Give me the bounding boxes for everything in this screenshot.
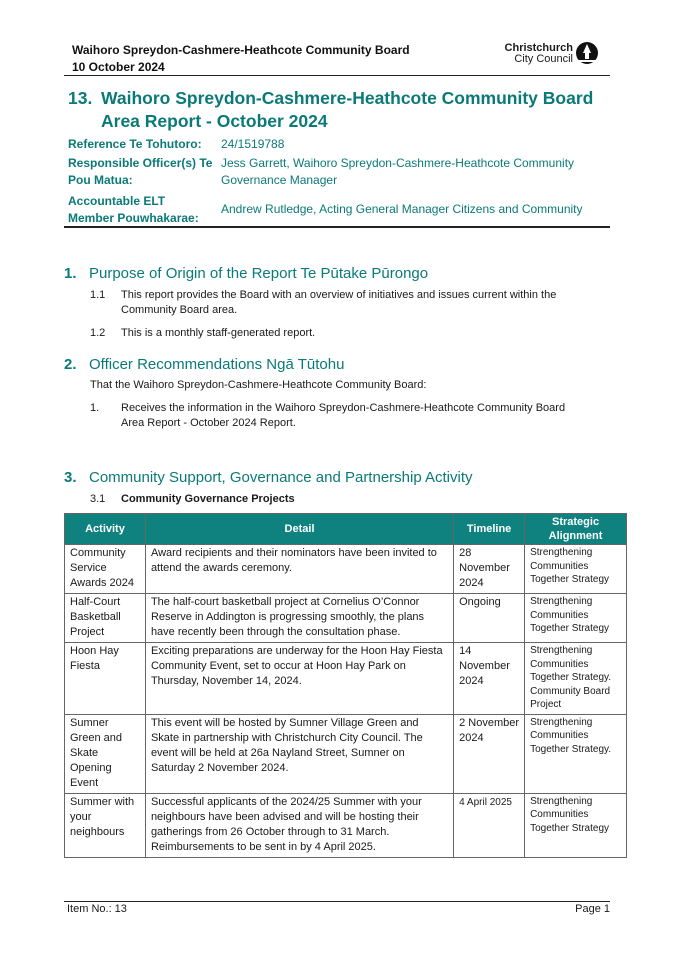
cell-detail: Successful applicants of the 2024/25 Summer with your neighbours have been advised and will be hosting their gatherings from 26 October through to 31 March. Reimbursements to be sent in by 4 April 2025. bbox=[145, 793, 453, 857]
table-header-row bbox=[65, 514, 627, 545]
cell-detail: This event will be hosted by Sumner Village Green and Skate in partnership with Christchurch City Council. The event will be held at 26a Nayland Street, Sumner on Saturday 2 November 2024. bbox=[145, 714, 453, 793]
cell-activity: Summer with your neighbours bbox=[65, 793, 146, 857]
table-row bbox=[65, 545, 627, 594]
cell-alignment: Strengthening Communities Together Strategy bbox=[525, 793, 627, 857]
table-row bbox=[65, 714, 627, 793]
footer-page-number: Page 1 bbox=[575, 903, 610, 915]
table-row bbox=[65, 793, 627, 857]
governance-projects-table bbox=[64, 513, 627, 858]
report-title-line2: Area Report - October 2024 bbox=[101, 111, 328, 131]
logo-line1: Christchurch bbox=[504, 42, 573, 54]
report-title-line1: Waihoro Spreydon-Cashmere-Heathcote Community Board bbox=[101, 88, 594, 108]
cell-alignment: Strengthening Communities Together Strategy bbox=[525, 594, 627, 643]
section1-item2-num: 1.2 bbox=[90, 327, 106, 339]
section1-number: 1. bbox=[64, 265, 77, 282]
reference-value: 24/1519788 bbox=[221, 137, 285, 151]
elt-label-line2: Member Pouwhakarae: bbox=[68, 211, 199, 225]
officer-value-line1: Jess Garrett, Waihoro Spreydon-Cashmere-Heathcote Community bbox=[221, 156, 575, 170]
cell-activity: Hoon Hay Fiesta bbox=[65, 643, 146, 715]
cell-timeline: Ongoing bbox=[454, 594, 525, 643]
header-date: 10 October 2024 bbox=[72, 60, 165, 74]
cell-detail: Award recipients and their nominators have been invited to attend the awards ceremony. bbox=[145, 545, 453, 594]
elt-label-line1: Accountable ELT bbox=[68, 194, 166, 208]
recommendation-line2: Area Report - October 2024 Report. bbox=[121, 417, 296, 429]
header-divider bbox=[64, 75, 610, 76]
header-timeline: Timeline bbox=[454, 514, 525, 545]
table-row bbox=[65, 594, 627, 643]
section3-number: 3. bbox=[64, 469, 77, 486]
header-board-name: Waihoro Spreydon-Cashmere-Heathcote Community Board bbox=[72, 43, 410, 57]
section2-number: 2. bbox=[64, 356, 77, 373]
officer-label-line1: Responsible Officer(s) Te bbox=[68, 156, 213, 170]
cell-activity: Community Service Awards 2024 bbox=[65, 545, 146, 594]
cathedral-logo-icon bbox=[575, 41, 599, 65]
footer-item-number: Item No.: 13 bbox=[67, 903, 127, 915]
section1-item1-line2: Community Board area. bbox=[121, 304, 238, 316]
section3-sub-heading: Community Governance Projects bbox=[121, 493, 295, 505]
cell-alignment: Strengthening Communities Together Strategy. Community Board Project bbox=[525, 643, 627, 715]
cell-timeline: 28 November 2024 bbox=[454, 545, 525, 594]
logo-line2: City Council bbox=[514, 53, 573, 65]
cell-timeline: 14 November 2024 bbox=[454, 643, 525, 715]
officer-value-line2: Governance Manager bbox=[221, 173, 338, 187]
header-detail: Detail bbox=[145, 514, 453, 545]
cell-timeline: 4 April 2025 bbox=[454, 793, 525, 857]
cell-alignment: Strengthening Communities Together Strategy bbox=[525, 545, 627, 594]
recommendation-number: 1. bbox=[90, 402, 100, 414]
section1-item1-num: 1.1 bbox=[90, 289, 106, 301]
recommendation-intro: That the Waihoro Spreydon-Cashmere-Heathcote Community Board: bbox=[90, 379, 427, 391]
section3-sub-number: 3.1 bbox=[90, 493, 106, 505]
cell-timeline: 2 November 2024 bbox=[454, 714, 525, 793]
recommendation-line1: Receives the information in the Waihoro Spreydon-Cashmere-Heathcote Community Board bbox=[121, 402, 566, 414]
cell-activity: Sumner Green and Skate Opening Event bbox=[65, 714, 146, 793]
elt-value: Andrew Rutledge, Acting General Manager Citizens and Community bbox=[221, 202, 583, 216]
reference-label: Reference Te Tohutoro: bbox=[68, 137, 202, 151]
section1-heading: Purpose of Origin of the Report Te Pūtake Pūrongo bbox=[89, 265, 429, 282]
section1-item2-line1: This is a monthly staff-generated report. bbox=[121, 327, 316, 339]
cell-alignment: Strengthening Communities Together Strategy. bbox=[525, 714, 627, 793]
header-strategic-alignment: Strategic Alignment bbox=[525, 514, 627, 545]
council-logo bbox=[495, 41, 605, 67]
officer-label-line2: Pou Matua: bbox=[68, 173, 133, 187]
meta-divider bbox=[64, 226, 610, 228]
cell-activity: Half-Court Basketball Project bbox=[65, 594, 146, 643]
table-row bbox=[65, 643, 627, 715]
cell-detail: The half-court basketball project at Cornelius O’Connor Reserve in Addington is progressing smoothly, the plans have recently been through the consultation phase. bbox=[145, 594, 453, 643]
footer-divider bbox=[64, 901, 610, 902]
cell-detail: Exciting preparations are underway for the Hoon Hay Fiesta Community Event, set to occur at Hoon Hay Park on Thursday, November 14, 2024. bbox=[145, 643, 453, 715]
report-number: 13. bbox=[68, 88, 93, 108]
section1-item1-line1: This report provides the Board with an overview of initiatives and issues current within the bbox=[121, 289, 557, 301]
header-activity: Activity bbox=[65, 514, 146, 545]
section2-heading: Officer Recommendations Ngā Tūtohu bbox=[89, 356, 345, 373]
section3-heading: Community Support, Governance and Partnership Activity bbox=[89, 469, 473, 486]
